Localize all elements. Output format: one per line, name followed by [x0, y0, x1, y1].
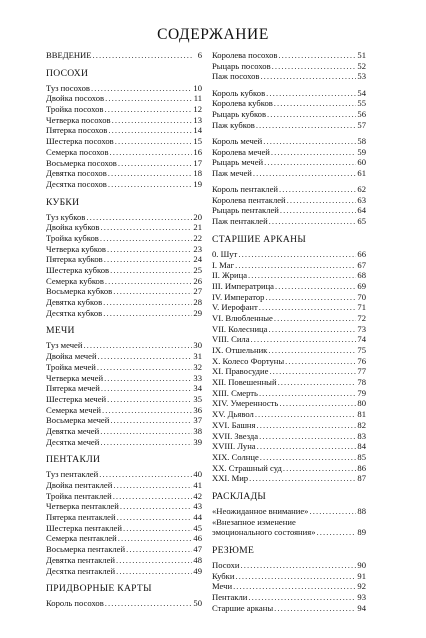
toc-left-column	[46, 50, 202, 609]
toc-list-major-arcana	[212, 249, 366, 484]
toc-entry[interactable]	[46, 308, 202, 319]
toc-entry[interactable]	[46, 286, 202, 297]
section-heading-swords: МЕЧИ	[46, 325, 75, 337]
toc-entry[interactable]	[212, 334, 366, 345]
toc-entry-page: 65	[357, 216, 366, 227]
toc-entry-label: Девятка посохов	[46, 168, 107, 179]
toc-entry-label: Пятерка мечей	[46, 383, 100, 394]
toc-entry-page: 30	[193, 340, 202, 351]
toc-entry[interactable]	[212, 581, 366, 592]
toc-entry-page: 16	[193, 146, 202, 157]
toc-entry-label: Тройка мечей	[46, 361, 96, 372]
toc-entry-page: 70	[357, 291, 366, 302]
toc-entry-label: Десятка посохов	[46, 178, 107, 189]
toc-entry-page: 74	[357, 334, 366, 345]
toc-entry-page: 75	[357, 345, 366, 355]
toc-entry-spread-sudden-change-line1[interactable]	[212, 517, 366, 528]
toc-entry-page: 55	[357, 98, 366, 109]
toc-entry[interactable]	[46, 147, 202, 158]
toc-entry-spread-unexpected-attention[interactable]	[212, 506, 366, 517]
section-heading-major-arcana: СТАРШИЕ АРКАНЫ	[212, 233, 306, 245]
toc-entry-label: Семерка пентаклей	[46, 533, 117, 544]
toc-entry-label: Пятерка кубков	[46, 254, 103, 265]
toc-entry-label: Паж посохов	[212, 71, 260, 82]
toc-entry-label: Рыцарь пентаклей	[212, 205, 279, 216]
toc-entry[interactable]	[212, 216, 366, 227]
toc-entry-page: 84	[357, 441, 366, 452]
toc-entry-page: 41	[193, 480, 202, 490]
toc-entry[interactable]	[46, 362, 202, 373]
toc-entry-page: 26	[193, 275, 202, 286]
toc-entry-page: 48	[193, 554, 202, 565]
toc-entry-label: Рыцарь мечей	[212, 157, 264, 168]
toc-entry[interactable]	[46, 533, 202, 544]
toc-entry[interactable]	[212, 388, 366, 399]
toc-entry-page: 22	[193, 232, 202, 243]
section-heading-summary: РЕЗЮМЕ	[212, 545, 255, 556]
toc-list-court-cups	[212, 88, 366, 131]
toc-entry-label: Девятка кубков	[46, 297, 103, 308]
toc-entry-page: 43	[193, 501, 202, 512]
toc-entry-page: 89	[357, 527, 366, 538]
toc-entry[interactable]	[212, 136, 366, 147]
toc-entry[interactable]	[212, 292, 366, 303]
toc-entry-page: 51	[357, 50, 366, 60]
toc-entry[interactable]	[46, 426, 202, 437]
toc-entry[interactable]	[46, 297, 202, 308]
toc-entry[interactable]	[212, 452, 366, 463]
toc-entry-page: 34	[193, 383, 202, 394]
toc-entry[interactable]	[212, 603, 366, 614]
toc-entry-label: Рыцарь кубков	[212, 108, 267, 119]
toc-entry[interactable]	[46, 179, 202, 190]
toc-entry-page: 25	[193, 265, 202, 275]
toc-entry-page: 56	[357, 108, 366, 119]
toc-entry-page: 78	[357, 377, 366, 388]
toc-entry-page: 76	[357, 355, 366, 366]
toc-entry-label: Туз кубков	[46, 211, 86, 222]
toc-entry[interactable]	[46, 136, 202, 147]
toc-entry-page: 36	[193, 404, 202, 415]
toc-list-court-wands	[212, 50, 366, 82]
toc-entry[interactable]	[212, 50, 366, 61]
toc-entry[interactable]	[46, 405, 202, 416]
toc-entry[interactable]	[212, 205, 366, 216]
toc-entry-page: 63	[357, 194, 366, 205]
toc-entry[interactable]	[46, 265, 202, 276]
toc-entry-label: Восьмерка кубков	[46, 286, 113, 297]
toc-entry[interactable]	[46, 83, 202, 94]
toc-entry[interactable]	[212, 120, 366, 131]
toc-entry-label: Пятерка посохов	[46, 125, 108, 136]
toc-entry-label: Шестерка посохов	[46, 136, 114, 147]
toc-entry[interactable]	[212, 377, 366, 388]
toc-entry-label: Королева кубков	[212, 98, 273, 109]
toc-entry[interactable]	[46, 351, 202, 362]
toc-entry[interactable]	[212, 270, 366, 281]
toc-entry-label: Туз мечей	[46, 340, 83, 351]
toc-entry-label: Тройка пентаклей	[46, 490, 112, 501]
toc-entry-label: Паж мечей	[212, 167, 252, 178]
toc-entry-page: 90	[357, 560, 366, 570]
toc-entry[interactable]	[212, 324, 366, 335]
toc-entry-page: 23	[193, 243, 202, 254]
toc-entry-label: Десятка пентаклей	[46, 565, 116, 576]
toc-entry-page: 46	[193, 533, 202, 544]
toc-entry[interactable]	[212, 356, 366, 367]
toc-entry[interactable]	[46, 555, 202, 566]
toc-entry-label: VII. Колесница	[212, 323, 268, 334]
toc-entry-page: 29	[193, 307, 202, 318]
toc-entry[interactable]	[212, 184, 366, 195]
toc-entry[interactable]	[212, 109, 366, 120]
toc-entry[interactable]	[212, 345, 366, 356]
toc-entry-page: 44	[193, 512, 202, 523]
toc-entry[interactable]	[212, 592, 366, 603]
toc-entry[interactable]	[212, 147, 366, 158]
toc-entry[interactable]	[212, 260, 366, 271]
toc-entry-page: 11	[193, 93, 202, 104]
toc-entry-page: 10	[193, 82, 202, 93]
toc-entry-page: 47	[193, 544, 202, 555]
toc-entry-label: Двойка пентаклей	[46, 480, 113, 490]
toc-entry[interactable]	[46, 233, 202, 244]
toc-entry[interactable]	[46, 480, 202, 491]
toc-list-cups	[46, 212, 202, 319]
toc-entry-label: XV. Дьявол	[212, 409, 254, 420]
toc-entry-label: «Неожиданное внимание»	[212, 505, 309, 516]
toc-entry[interactable]	[46, 383, 202, 394]
toc-entry-page: 68	[357, 270, 366, 281]
toc-entry-label: XIV. Умеренность	[212, 398, 279, 409]
toc-entry-page: 64	[357, 205, 366, 216]
toc-entry-page: 15	[193, 136, 202, 147]
toc-entry-label: Девятка мечей	[46, 425, 100, 436]
toc-entry-label: Пятерка пентаклей	[46, 512, 116, 523]
toc-entry-label: VIII. Сила	[212, 334, 250, 345]
toc-entry-label: Четверка посохов	[46, 114, 111, 125]
toc-entry[interactable]	[46, 415, 202, 426]
toc-entry[interactable]	[212, 313, 366, 324]
page-title: СОДЕРЖАНИЕ	[157, 26, 269, 43]
toc-entry[interactable]	[46, 437, 202, 448]
toc-entry[interactable]	[46, 168, 202, 179]
toc-entry[interactable]	[46, 340, 202, 351]
toc-entry[interactable]	[212, 61, 366, 72]
toc-entry-label: Тройка кубков	[46, 232, 99, 243]
toc-entry-label: XIX. Солнце	[212, 451, 259, 462]
toc-entry[interactable]	[46, 512, 202, 523]
toc-entry-page: 12	[193, 104, 202, 115]
toc-entry-page: 88	[357, 505, 366, 516]
toc-entry[interactable]	[212, 409, 366, 420]
toc-entry-page: 66	[357, 248, 366, 259]
toc-entry-label: Старшие арканы	[212, 602, 274, 613]
toc-entry[interactable]	[46, 373, 202, 384]
toc-entry-page: 54	[357, 87, 366, 98]
toc-entry-page: 85	[357, 451, 366, 462]
toc-entry-page: 50	[193, 598, 202, 609]
toc-right-column	[212, 50, 366, 613]
section-heading-spreads: РАСКЛАДЫ	[212, 490, 267, 502]
toc-entry[interactable]	[212, 560, 366, 571]
toc-entry[interactable]	[212, 302, 366, 313]
toc-entry[interactable]	[212, 420, 366, 431]
toc-entry-label: Шестерка кубков	[46, 265, 110, 275]
section-heading-pentacles: ПЕНТАКЛИ	[46, 454, 101, 466]
toc-entry-label: Десятка мечей	[46, 436, 100, 447]
toc-entry[interactable]	[212, 463, 366, 474]
toc-entry-page: 93	[357, 592, 366, 603]
toc-entry-label: эмоционального состояния»	[212, 527, 316, 538]
toc-entry-label: 0. Шут	[212, 248, 238, 259]
toc-entry-page: 61	[357, 167, 366, 178]
toc-entry-label: Четверка кубков	[46, 243, 106, 254]
toc-entry[interactable]	[46, 244, 202, 255]
toc-entry-label: II. Жрица	[212, 270, 248, 281]
toc-entry-page: 40	[193, 469, 202, 480]
toc-entry[interactable]	[212, 571, 366, 582]
toc-entry-label: Туз пентаклей	[46, 469, 99, 480]
toc-entry-page: 69	[357, 280, 366, 291]
toc-entry-page: 17	[193, 157, 202, 168]
toc-entry-page: 31	[193, 351, 202, 362]
toc-entry[interactable]	[212, 195, 366, 206]
toc-entry-page: 59	[357, 146, 366, 157]
toc-entry-label: Десятка кубков	[46, 307, 103, 318]
toc-entry-page: 13	[193, 114, 202, 125]
toc-entry-page: 67	[357, 259, 366, 270]
toc-entry[interactable]	[212, 281, 366, 292]
toc-entry[interactable]	[46, 222, 202, 233]
toc-entry[interactable]	[46, 501, 202, 512]
toc-entry-label: Королева мечей	[212, 146, 270, 157]
toc-entry[interactable]	[212, 98, 366, 109]
toc-entry-introduction[interactable]	[46, 50, 202, 61]
toc-entry[interactable]	[212, 431, 366, 442]
toc-entry-label: Двойка кубков	[46, 222, 100, 233]
toc-entry[interactable]	[46, 469, 202, 480]
toc-entry-page: 91	[357, 570, 366, 581]
toc-entry-page: 27	[193, 286, 202, 297]
toc-entry-page: 24	[193, 254, 202, 265]
toc-entry[interactable]	[46, 523, 202, 534]
toc-entry-label: Король посохов	[46, 598, 104, 609]
toc-list-court-swords	[212, 136, 366, 179]
toc-list-pentacles	[46, 469, 202, 576]
toc-entry[interactable]	[212, 249, 366, 260]
section-heading-wands: ПОСОХИ	[46, 67, 89, 79]
toc-entry-page: 92	[357, 581, 366, 592]
toc-entry-page: 49	[193, 565, 202, 576]
toc-entry-page: 60	[357, 157, 366, 168]
toc-entry-page: 37	[193, 415, 202, 426]
toc-entry-page: 38	[193, 425, 202, 436]
toc-entry-page: 82	[357, 419, 366, 430]
toc-entry-page: 52	[357, 60, 366, 71]
toc-entry-label: XVIII. Луна	[212, 441, 256, 452]
toc-entry[interactable]	[46, 125, 202, 136]
toc-entry-page: 33	[193, 372, 202, 383]
toc-entry-page: 28	[193, 297, 202, 308]
toc-entry-label: Паж пентаклей	[212, 216, 268, 227]
toc-entry[interactable]	[46, 158, 202, 169]
toc-entry-label: Восьмерка мечей	[46, 415, 110, 426]
toc-entry-label: Двойка мечей	[46, 351, 97, 362]
toc-entry-label: Рыцарь посохов	[212, 60, 271, 71]
toc-entry-page: 81	[357, 409, 366, 420]
toc-entry-page: 80	[357, 398, 366, 409]
toc-entry[interactable]	[46, 544, 202, 555]
toc-entry-label: I. Маг	[212, 259, 235, 270]
toc-entry-label: XVII. Звезда	[212, 430, 259, 441]
toc-entry-label: Король пентаклей	[212, 184, 279, 195]
toc-entry[interactable]	[46, 93, 202, 104]
toc-entry-label: Восьмерка пентаклей	[46, 544, 126, 555]
toc-entry-label: Тройка посохов	[46, 104, 104, 115]
toc-entry-label: Король мечей	[212, 135, 263, 146]
toc-entry[interactable]	[46, 566, 202, 577]
toc-entry-king-of-wands[interactable]	[46, 598, 202, 609]
toc-entry-page: 45	[193, 522, 202, 533]
toc-entry-label: «Внезапное изменение	[212, 516, 296, 527]
toc-entry[interactable]	[212, 366, 366, 377]
toc-entry-page: 79	[357, 387, 366, 398]
toc-entry-page: 14	[193, 125, 202, 136]
toc-entry-label: Туз посохов	[46, 82, 90, 93]
toc-entry[interactable]	[46, 115, 202, 126]
toc-entry[interactable]	[212, 441, 366, 452]
section-heading-court-cards: ПРИДВОРНЫЕ КАРТЫ	[46, 583, 152, 595]
toc-entry-page: 6	[197, 50, 202, 60]
toc-entry[interactable]	[212, 88, 366, 99]
toc-entry-page: 73	[357, 323, 366, 334]
toc-entry-label: XVI. Башня	[212, 419, 256, 430]
toc-entry-page: 71	[357, 302, 366, 313]
toc-entry-label: Мечи	[212, 581, 233, 592]
toc-entry-label: Семерка мечей	[46, 404, 101, 415]
toc-entry-label: VI. Влюбленные	[212, 312, 273, 323]
toc-entry-page: 87	[357, 473, 366, 484]
toc-entry-page: 77	[357, 366, 366, 377]
toc-entry-label: Королева посохов	[212, 50, 278, 60]
toc-entry[interactable]	[212, 157, 366, 168]
toc-entry[interactable]	[212, 168, 366, 179]
toc-entry-page: 19	[193, 178, 202, 189]
toc-entry-page: 53	[357, 71, 366, 82]
toc-entry-page: 18	[193, 168, 202, 179]
toc-entry-label: Король кубков	[212, 87, 266, 98]
toc-entry-label: Девятка пентаклей	[46, 554, 116, 565]
toc-entry-label: IV. Император	[212, 291, 265, 302]
toc-entry-label: XXI. Мир	[212, 473, 249, 484]
toc-entry[interactable]	[46, 491, 202, 502]
toc-entry-label: ВВЕДЕНИЕ	[46, 50, 92, 60]
toc-entry-label: Пентакли	[212, 592, 248, 603]
toc-entry-label: IX. Отшельник	[212, 345, 268, 355]
toc-list-wands	[46, 83, 202, 190]
toc-entry-spread-sudden-change[interactable]	[212, 527, 366, 538]
toc-entry-label: Шестерка пентаклей	[46, 522, 122, 533]
toc-entry[interactable]	[212, 398, 366, 409]
toc-entry-page: 21	[193, 222, 202, 233]
toc-entry-page: 35	[193, 393, 202, 404]
toc-entry-label: XX. Страшный суд	[212, 462, 282, 473]
section-heading-cups: КУБКИ	[46, 196, 80, 208]
toc-entry[interactable]	[212, 71, 366, 82]
toc-entry-label: Семерка посохов	[46, 146, 109, 157]
toc-entry-page: 20	[193, 211, 202, 222]
toc-entry-label: Посохи	[212, 560, 240, 570]
toc-entry[interactable]	[46, 394, 202, 405]
toc-entry-page: 62	[357, 184, 366, 195]
toc-entry-label: Семерка кубков	[46, 275, 104, 286]
toc-entry-label: Шестерка мечей	[46, 393, 107, 404]
toc-entry[interactable]	[46, 212, 202, 223]
toc-entry-label: Двойка посохов	[46, 93, 105, 104]
toc-entry[interactable]	[46, 254, 202, 265]
toc-entry-label: Четверка пентаклей	[46, 501, 119, 512]
toc-entry-page: 32	[193, 361, 202, 372]
toc-entry-page: 86	[357, 462, 366, 473]
toc-entry-label: XI. Правосудие	[212, 366, 269, 377]
toc-list-summary	[212, 560, 366, 613]
toc-entry-label: Королева пентаклей	[212, 194, 286, 205]
toc-entry-label: Восьмерка посохов	[46, 157, 117, 168]
toc-entry-page: 42	[193, 490, 202, 501]
toc-entry-page: 72	[357, 312, 366, 323]
toc-entry-label: Четверка мечей	[46, 372, 104, 383]
toc-entry-label: III. Императрица	[212, 280, 274, 291]
toc-entry-label: Паж кубков	[212, 119, 255, 130]
toc-entry-label: Кубки	[212, 570, 235, 581]
toc-entry-page: 83	[357, 430, 366, 441]
toc-list-court-pentacles	[212, 184, 366, 227]
toc-entry-label: X. Колесо Фортуны	[212, 355, 285, 366]
toc-entry[interactable]	[212, 473, 366, 484]
toc-entry-page: 57	[357, 119, 366, 130]
toc-entry-label: V. Иерофант	[212, 302, 258, 313]
toc-list-swords	[46, 340, 202, 447]
toc-entry-page: 39	[193, 436, 202, 447]
toc-entry[interactable]	[46, 104, 202, 115]
toc-entry[interactable]	[46, 276, 202, 287]
toc-entry-page: 94	[357, 602, 366, 613]
toc-entry-label: XIII. Смерть	[212, 387, 258, 398]
toc-entry-label: XII. Повешенный	[212, 377, 277, 388]
toc-entry-page: 58	[357, 135, 366, 146]
